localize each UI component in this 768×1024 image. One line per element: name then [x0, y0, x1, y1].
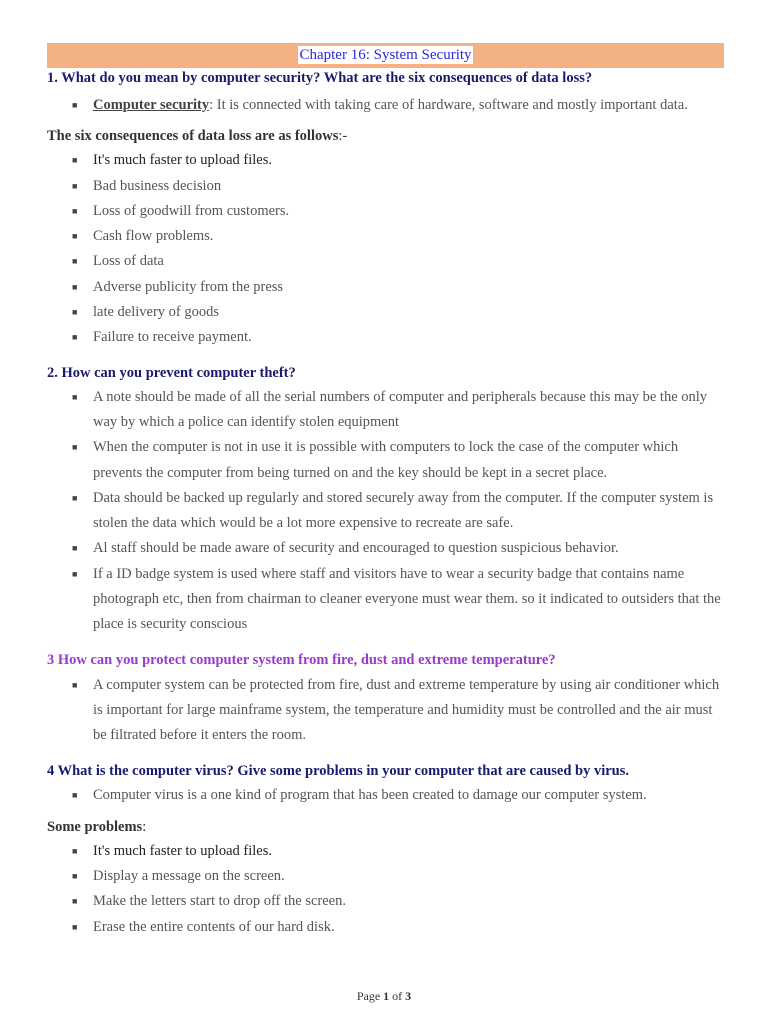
bullet-icon: ■ [72, 231, 78, 242]
list-item [47, 249, 727, 274]
list-item-text: It's much faster to upload files. [93, 842, 272, 859]
q1-definition-list [47, 93, 727, 118]
list-item [47, 783, 727, 808]
question-3-heading: 3 How can you protect computer system from fire, dust and extreme temperature? [47, 651, 556, 668]
list-item [47, 889, 727, 914]
list-item-text: Adverse publicity from the press [93, 278, 284, 295]
virus-problems-list [47, 839, 727, 940]
question-2-heading: 2. How can you prevent computer theft? [47, 364, 296, 381]
list-item-text: Erase the entire contents of our hard disk. [93, 918, 335, 935]
bullet-icon: ■ [72, 871, 78, 882]
list-item-text: Al staff should be made aware of security and encouraged to question suspicious behavior. [93, 540, 619, 557]
total-pages: 3 [405, 989, 412, 1003]
list-item [47, 839, 727, 864]
data-loss-list [47, 148, 727, 350]
bullet-icon: ■ [72, 845, 78, 856]
list-item [47, 673, 727, 749]
list-item [47, 385, 727, 436]
bullet-icon: ■ [72, 100, 78, 110]
bullet-icon: ■ [72, 256, 78, 267]
list-item-text: Computer virus is a one kind of program that has been created to damage our computer system. [93, 786, 647, 803]
list-item-text: late delivery of goods [93, 304, 220, 321]
bullet-icon: ■ [72, 543, 78, 554]
list-item-text: A computer system can be protected from fire, dust and extreme temperature by using air conditioner which is important for large mainframe system, the temperature and humidity must be controlled and the air must be filtrated before it enters the room. [93, 676, 720, 744]
chapter-title-banner [47, 43, 724, 68]
bullet-icon: ■ [72, 180, 78, 191]
list-item-text: A note should be made of all the serial numbers of computer and peripherals because this may be the only way by which a police can identify stolen equipment [93, 388, 708, 430]
list-item-text: Make the letters start to drop off the screen. [93, 893, 346, 910]
list-item [47, 562, 727, 638]
bullet-icon: ■ [72, 789, 78, 800]
virus-definition-list [47, 783, 727, 808]
list-item-text: Loss of data [93, 253, 164, 270]
bullet-icon: ■ [72, 442, 78, 453]
bullet-icon: ■ [72, 155, 78, 166]
problems-subheading: Some problems: [47, 818, 147, 835]
bullet-icon: ■ [72, 391, 78, 402]
list-item [47, 275, 727, 300]
page-footer: Page 1 of 3 [356, 989, 412, 1003]
list-item-text: It's much faster to upload files. [93, 152, 272, 169]
list-item [47, 864, 727, 889]
bullet-icon: ■ [72, 205, 78, 216]
bullet-icon: ■ [72, 281, 78, 292]
list-item-text: If a ID badge system is used where staff and visitors have to wear a security badge that contains name photograph etc, then from chairman to cleaner everyone must wear them. so it indicated to outsiders that the place is security conscious [93, 565, 721, 633]
list-item [47, 199, 727, 224]
list-item [47, 435, 727, 486]
list-item [47, 325, 727, 350]
list-item-text: Data should be backed up regularly and stored securely away from the computer. If the computer system is stolen the data which would be a lot more expensive to recreate are safe. [93, 489, 714, 532]
list-item-text: When the computer is not in use it is possible with computers to lock the case of the computer which prevents the computer from being turned on and the key should be kept in a secret place. [93, 439, 679, 481]
question-1-heading: 1. What do you mean by computer security? What are the six consequences of data loss? [47, 70, 593, 86]
term-computer-security: Computer security [93, 97, 210, 113]
bullet-icon: ■ [72, 307, 78, 318]
list-item [47, 486, 727, 537]
question-4-heading: 4 What is the computer virus? Give some problems in your computer that are caused by virus. [47, 762, 630, 779]
term-definition: : It is connected with taking care of hardware, software and mostly important data. [209, 97, 688, 113]
bullet-icon: ■ [72, 492, 78, 503]
list-item [47, 174, 727, 199]
list-item-text: Bad business decision [93, 177, 222, 194]
current-page: 1 [383, 989, 390, 1003]
chapter-title: Chapter 16: System Security [299, 47, 472, 63]
list-item [47, 148, 727, 173]
list-item-text: Failure to receive payment. [93, 329, 252, 346]
list-item-text: Cash flow problems. [93, 228, 214, 245]
list-item [47, 93, 727, 118]
bullet-icon: ■ [72, 921, 78, 932]
list-item [47, 224, 727, 249]
list-item-text: Loss of goodwill from customers. [93, 202, 290, 219]
bullet-icon: ■ [72, 896, 78, 907]
list-item [47, 915, 727, 940]
bullet-icon: ■ [72, 568, 78, 579]
theft-prevention-list [47, 385, 727, 638]
list-item-text: Display a message on the screen. [93, 868, 285, 885]
data-loss-subheading: The six consequences of data loss are as follows:- [47, 128, 348, 145]
bullet-icon: ■ [72, 679, 78, 690]
protection-list [47, 673, 727, 749]
document-body [47, 66, 727, 940]
list-item [47, 300, 727, 325]
bullet-icon: ■ [72, 332, 78, 343]
list-item [47, 536, 727, 561]
